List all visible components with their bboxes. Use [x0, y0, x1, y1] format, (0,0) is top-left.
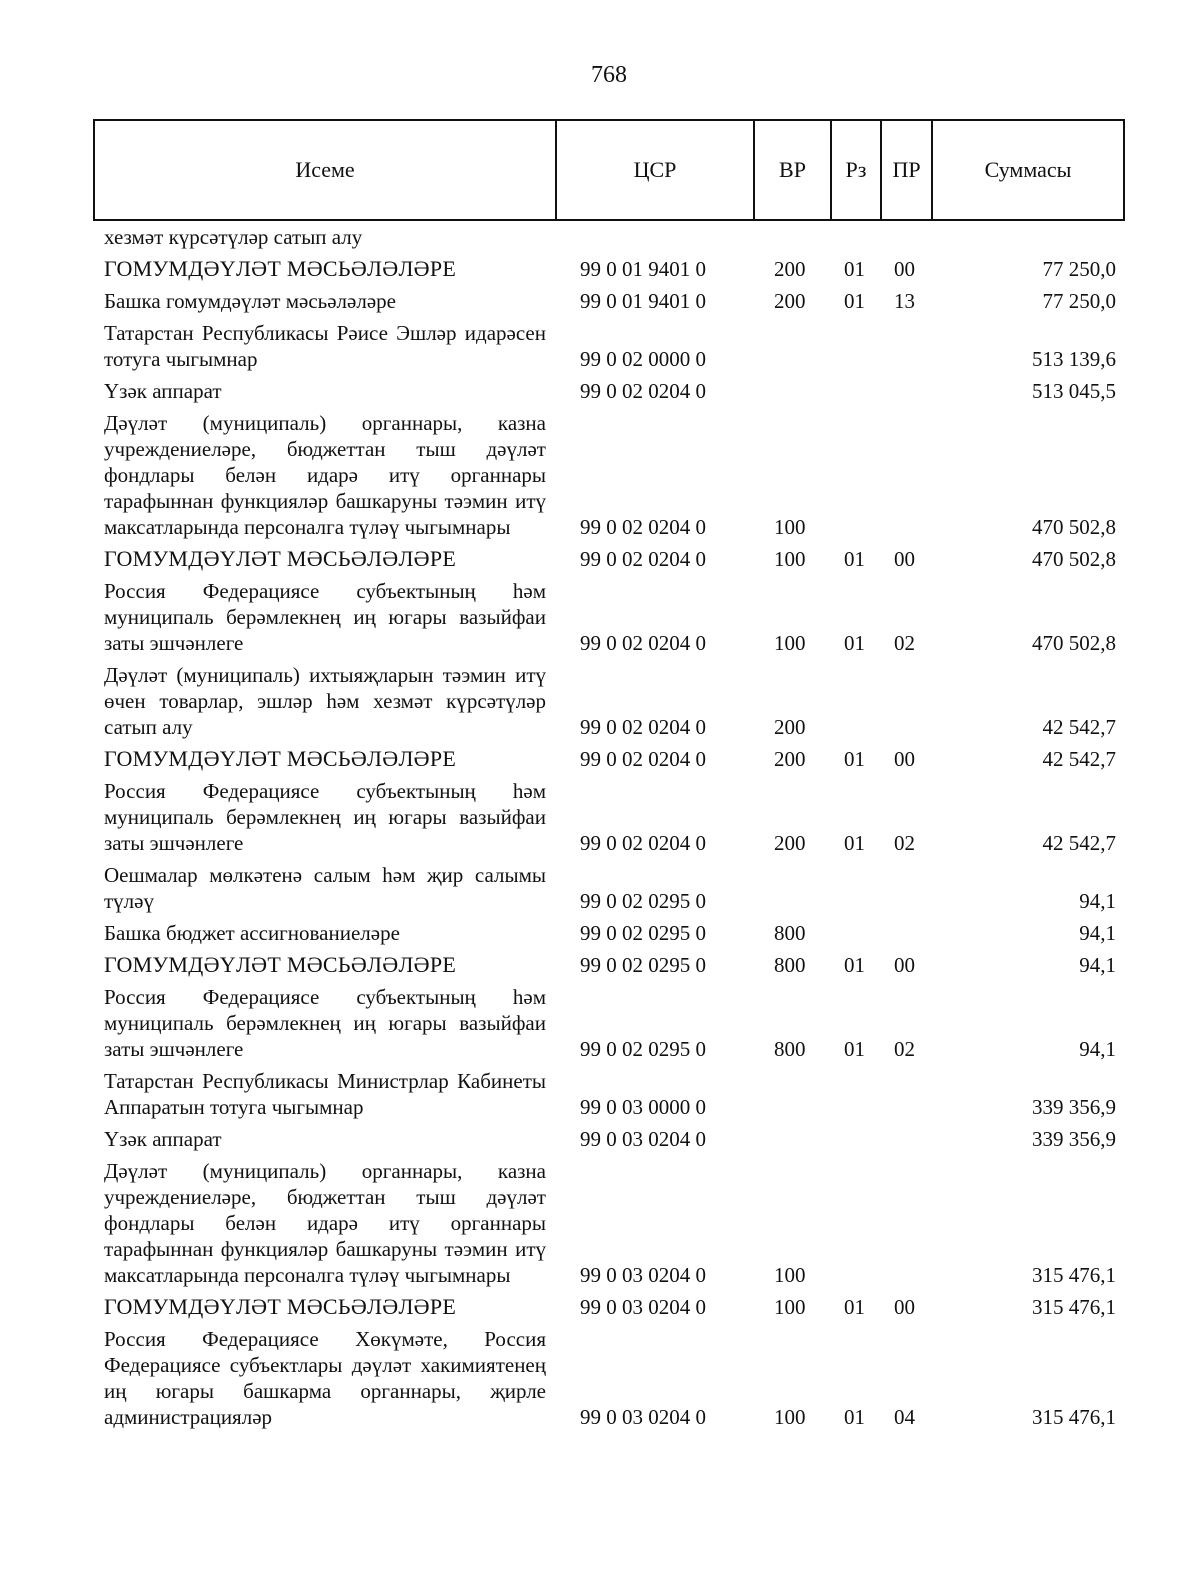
row-csr: 99 0 01 9401 0: [580, 257, 706, 281]
header-pr: ПР: [880, 121, 931, 219]
table-row: [0, 578, 1200, 656]
table-row: [0, 778, 1200, 856]
row-vr: 200: [774, 747, 806, 771]
row-sum: 42 542,7: [1042, 715, 1116, 739]
row-vr: 100: [774, 547, 806, 571]
row-vr: 100: [774, 515, 806, 539]
row-csr: 99 0 03 0204 0: [580, 1127, 706, 1151]
row-rz: 01: [844, 547, 865, 571]
row-pr: 02: [894, 831, 915, 855]
row-vr: 800: [774, 1037, 806, 1061]
row-vr: 100: [774, 631, 806, 655]
row-name: Башка гомумдәүләт мәсьәләләре: [104, 289, 396, 313]
row-name: Үзәк аппарат: [104, 1127, 222, 1151]
row-vr: 800: [774, 921, 806, 945]
table-row: [0, 1326, 1200, 1430]
row-rz: 01: [844, 747, 865, 771]
row-sum: 470 502,8: [1032, 547, 1116, 571]
table-row: [0, 1126, 1200, 1152]
table-row: [0, 546, 1200, 572]
row-name: Татарстан Республикасы Министрлар Кабинеты Аппаратын тотуга чыгымнар: [104, 1069, 546, 1119]
page-number: 768: [591, 62, 627, 88]
row-pr: 02: [894, 1037, 915, 1061]
row-name: ГОМУМДӘҮЛӘТ МӘСЬӘЛӘЛӘРЕ: [104, 256, 457, 281]
row-vr: 200: [774, 257, 806, 281]
row-vr: 800: [774, 953, 806, 977]
table-header: [93, 119, 1125, 221]
row-sum: 315 476,1: [1032, 1295, 1116, 1319]
row-sum: 94,1: [1079, 1037, 1116, 1061]
table-row: [0, 920, 1200, 946]
row-vr: 200: [774, 831, 806, 855]
table-body: [0, 224, 1200, 1430]
row-sum: 77 250,0: [1042, 257, 1116, 281]
row-csr: 99 0 03 0204 0: [580, 1295, 706, 1319]
row-name: Россия Федерациясе Хөкүмәте, Россия Федерациясе субъектлары дәүләт хакимиятенең иң югары башкарма органнары, җирле администрацияләр: [104, 1327, 546, 1429]
row-csr: 99 0 02 0000 0: [580, 347, 706, 371]
row-sum: 339 356,9: [1032, 1127, 1116, 1151]
row-sum: 42 542,7: [1042, 831, 1116, 855]
row-sum: 513 045,5: [1032, 379, 1116, 403]
row-rz: 01: [844, 257, 865, 281]
row-csr: 99 0 02 0295 0: [580, 921, 706, 945]
table-row: [0, 378, 1200, 404]
table-row: [0, 256, 1200, 282]
row-sum: 513 139,6: [1032, 347, 1116, 371]
row-name: Россия Федерациясе субъектының һәм муниципаль берәмлекнең иң югары вазыйфаи заты эшчәнлеге: [104, 779, 546, 855]
header-name: Исеме: [295, 157, 355, 182]
table-row: [0, 662, 1200, 740]
header-rz: Рз: [830, 121, 880, 219]
table-row: [0, 288, 1200, 314]
row-name: Россия Федерациясе субъектының һәм муниципаль берәмлекнең иң югары вазыйфаи заты эшчәнлеге: [104, 579, 546, 655]
row-name: Дәүләт (муниципаль) органнары, казна учреждениеләре, бюджеттан тыш дәүләт фондлары белән идарә итү органнары тарафыннан функцияләр башкаруны тәэмин итү максатларында персоналга түләү чыгымнары: [104, 1159, 546, 1287]
row-csr: 99 0 03 0204 0: [580, 1263, 706, 1287]
row-sum: 315 476,1: [1032, 1405, 1116, 1429]
row-rz: 01: [844, 289, 865, 313]
row-pr: 04: [894, 1405, 915, 1429]
row-csr: 99 0 02 0204 0: [580, 631, 706, 655]
row-sum: 315 476,1: [1032, 1263, 1116, 1287]
row-vr: 100: [774, 1295, 806, 1319]
row-pr: 00: [894, 953, 915, 977]
table-row: [0, 410, 1200, 540]
row-pr: 00: [894, 747, 915, 771]
row-sum: 94,1: [1079, 889, 1116, 913]
row-sum: 94,1: [1079, 953, 1116, 977]
row-csr: 99 0 02 0295 0: [580, 1037, 706, 1061]
table-row: [0, 320, 1200, 372]
table-row: [0, 1294, 1200, 1320]
table-row: [0, 224, 1200, 250]
row-name: Татарстан Республикасы Рәисе Эшләр идарәсен тотуга чыгымнар: [104, 321, 546, 371]
row-sum: 42 542,7: [1042, 747, 1116, 771]
row-csr: 99 0 03 0000 0: [580, 1095, 706, 1119]
row-csr: 99 0 03 0204 0: [580, 1405, 706, 1429]
row-rz: 01: [844, 831, 865, 855]
row-vr: 200: [774, 715, 806, 739]
header-csr: ЦСР: [555, 121, 753, 219]
row-sum: 77 250,0: [1042, 289, 1116, 313]
row-rz: 01: [844, 1295, 865, 1319]
row-name: ГОМУМДӘҮЛӘТ МӘСЬӘЛӘЛӘРЕ: [104, 746, 457, 771]
header-vr: ВР: [753, 121, 830, 219]
row-name: Оешмалар мөлкәтенә салым һәм җир салымы түләү: [104, 863, 546, 913]
row-sum: 470 502,8: [1032, 515, 1116, 539]
row-sum: 339 356,9: [1032, 1095, 1116, 1119]
row-vr: 100: [774, 1263, 806, 1287]
row-name: ГОМУМДӘҮЛӘТ МӘСЬӘЛӘЛӘРЕ: [104, 546, 457, 571]
table-row: [0, 952, 1200, 978]
row-csr: 99 0 02 0204 0: [580, 547, 706, 571]
row-rz: 01: [844, 631, 865, 655]
table-row: [0, 1158, 1200, 1288]
row-rz: 01: [844, 1405, 865, 1429]
row-csr: 99 0 02 0204 0: [580, 747, 706, 771]
row-sum: 470 502,8: [1032, 631, 1116, 655]
row-pr: 13: [894, 289, 915, 313]
row-name: Үзәк аппарат: [104, 379, 222, 403]
row-rz: 01: [844, 953, 865, 977]
row-name: хезмәт күрсәтүләр сатып алу: [104, 225, 363, 249]
row-csr: 99 0 01 9401 0: [580, 289, 706, 313]
row-name: Башка бюджет ассигнованиеләре: [104, 921, 400, 945]
row-pr: 00: [894, 547, 915, 571]
row-rz: 01: [844, 1037, 865, 1061]
row-sum: 94,1: [1079, 921, 1116, 945]
table-row: [0, 862, 1200, 914]
table-row: [0, 1068, 1200, 1120]
row-csr: 99 0 02 0295 0: [580, 889, 706, 913]
row-vr: 200: [774, 289, 806, 313]
header-sum: Суммасы: [931, 121, 1123, 219]
row-name: Россия Федерациясе субъектының һәм муниципаль берәмлекнең иң югары вазыйфаи заты эшчәнлеге: [104, 985, 546, 1061]
row-name: Дәүләт (муниципаль) ихтыяҗларын тәэмин итү өчен товарлар, эшләр һәм хезмәт күрсәтүләр сатып алу: [104, 663, 546, 739]
row-csr: 99 0 02 0204 0: [580, 379, 706, 403]
row-name: ГОМУМДӘҮЛӘТ МӘСЬӘЛӘЛӘРЕ: [104, 1294, 457, 1319]
row-csr: 99 0 02 0295 0: [580, 953, 706, 977]
table-row: [0, 746, 1200, 772]
row-csr: 99 0 02 0204 0: [580, 831, 706, 855]
row-vr: 100: [774, 1405, 806, 1429]
row-pr: 02: [894, 631, 915, 655]
row-csr: 99 0 02 0204 0: [580, 515, 706, 539]
table-row: [0, 984, 1200, 1062]
row-pr: 00: [894, 257, 915, 281]
row-name: ГОМУМДӘҮЛӘТ МӘСЬӘЛӘЛӘРЕ: [104, 952, 457, 977]
row-name: Дәүләт (муниципаль) органнары, казна учреждениеләре, бюджеттан тыш дәүләт фондлары белән идарә итү органнары тарафыннан функцияләр башкаруны тәэмин итү максатларында персоналга түләү чыгымнары: [104, 411, 546, 539]
row-pr: 00: [894, 1295, 915, 1319]
row-csr: 99 0 02 0204 0: [580, 715, 706, 739]
